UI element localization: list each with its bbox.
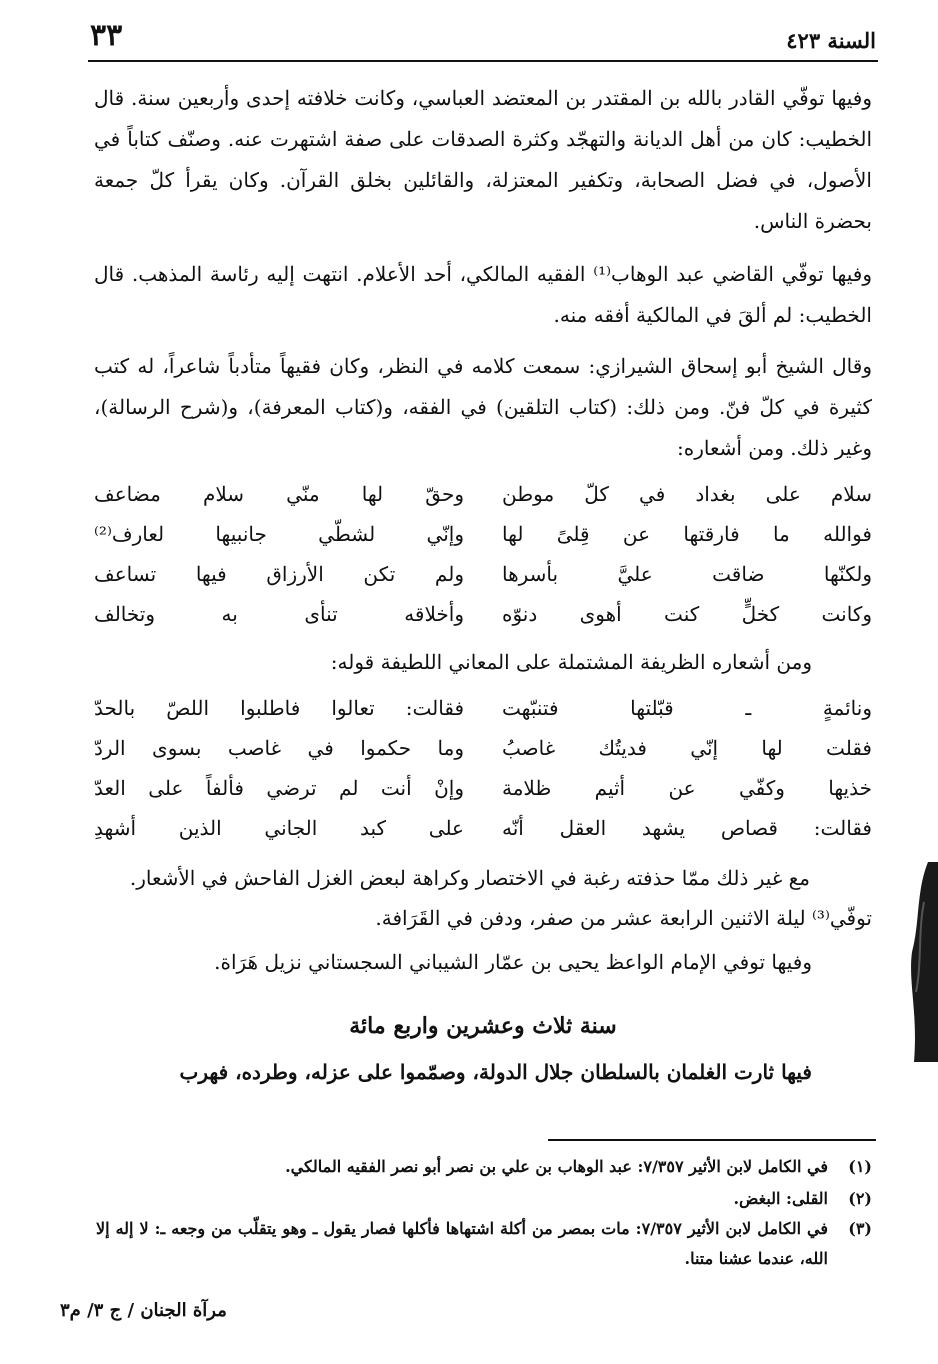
footnote-1 bbox=[96, 1152, 872, 1182]
paragraph-shirazi: وقال الشيخ أبو إسحاق الشيرازي: سمعت كلامه في النظر، وكان فقيهاً متأدباً شاعراً، له كتب كثيرة في كلّ فنّ. ومن ذلك: (كتاب التلقين) في الفقه، و(كتاب المعرفة)، و(شرح الرسالة)، وغير ذلك. ومن أشعاره: bbox=[94, 354, 872, 460]
verse-second-hemistich: على كبد الجاني الذين أشهدِ bbox=[94, 816, 464, 840]
verse-second-hemistich: وحقّ لها منّي سلام مضاعف bbox=[94, 482, 464, 506]
verse-first-hemistich: خذيها وكفّي عن أثيم ظلامة bbox=[502, 776, 872, 800]
paragraph-yahya: وفيها توفي الإمام الواعظ يحيى بن عمّار الشيباني السجستاني نزيل هَرَاة. bbox=[214, 950, 812, 974]
paragraph-abdulwahhab: وفيها توفّي القاضي عبد الوهاب⁽¹⁾ الفقيه المالكي، أحد الأعلام. انتهت إليه رئاسة المذهب. قال الخطيب: لم ألقَ في المالكية أفقه منه. bbox=[94, 262, 872, 327]
section-title: سنة ثلاث وعشرين واربع مائة bbox=[349, 1013, 617, 1039]
footnote-number: (٢) bbox=[848, 1189, 872, 1208]
footnote-3 bbox=[96, 1214, 872, 1274]
verse-first-hemistich: فوالله ما فارقتها عن قِلىً لها bbox=[502, 522, 872, 546]
footnote-number: (٣) bbox=[848, 1219, 872, 1238]
paragraph-section-423: فيها ثارت الغلمان بالسلطان جلال الدولة، وصمّموا على عزله، وطرده، فهرب bbox=[179, 1060, 812, 1084]
footnote-text: في الكامل لابن الأثير ٧/٣٥٧: عبد الوهاب بن علي بن نصر أبو نصر الفقيه المالكي. bbox=[285, 1157, 828, 1176]
verse-second-hemistich: ولم تكن الأرزاق فيها تساعف bbox=[94, 562, 464, 586]
verse-first-hemistich: وكانت كخلٍّ كنت أهوى دنوّه bbox=[502, 602, 872, 626]
page-header bbox=[90, 14, 876, 58]
header-rule bbox=[88, 60, 878, 62]
verse-second-hemistich: فقالت: تعالوا فاطلبوا اللصّ بالحدّ bbox=[94, 696, 464, 720]
verse-second-hemistich: وإنّي لشطّي جانبيها لعارف⁽²⁾ bbox=[94, 522, 464, 546]
signature-mark: مرآة الجنان / ج ٣/ م٣ bbox=[60, 1300, 227, 1321]
verse-first-hemistich: فقالت: قصاص يشهد العقل أنّه bbox=[502, 816, 872, 840]
poem-verse bbox=[94, 728, 872, 768]
footnote-number: (١) bbox=[848, 1157, 872, 1176]
verse-second-hemistich: وإنْ أنت لم ترضي فألفاً على العدّ bbox=[94, 776, 464, 800]
verse-second-hemistich: وأخلاقه تنأى به وتخالف bbox=[94, 602, 464, 626]
verse-second-hemistich: وما حكموا في غاصب بسوى الردّ bbox=[94, 736, 464, 760]
page-number: ٣٣ bbox=[90, 18, 123, 53]
footnote-text: القلى: البغض. bbox=[733, 1189, 828, 1208]
verse-first-hemistich: سلام على بغداد في كلّ موطن bbox=[502, 482, 872, 506]
paragraph-death-date: توفّي⁽³⁾ ليلة الاثنين الرابعة عشر من صفر، ودفن في القَرَافة. bbox=[375, 906, 872, 930]
scan-smudge bbox=[906, 862, 938, 1062]
verse-first-hemistich: ولكنّها ضاقت عليَّ بأسرها bbox=[502, 562, 872, 586]
poem2-intro: ومن أشعاره الظريفة المشتملة على المعاني اللطيفة قوله: bbox=[330, 650, 812, 674]
poem-verse bbox=[94, 594, 872, 634]
poem-verse bbox=[94, 514, 872, 554]
poem-verse bbox=[94, 474, 872, 514]
footnote-text: في الكامل لابن الأثير ٧/٣٥٧: مات بمصر من أكلة اشتهاها فأكلها فصار يقول ـ وهو يتقلّب من وجعه ـ: لا إله إلا الله، عندما عشنا متنا. bbox=[96, 1219, 829, 1268]
paragraph-qadir: وفيها توفّي القادر بالله بن المقتدر بن المعتضد العباسي، وكانت خلافته إحدى وأربعين سنة. قال الخطيب: كان من أهل الديانة والتهجّد وكثرة الصدقات على صفة اشتهرت عنه. وصنّف كتاباً في الأصول، في فضل الصحابة، وتكفير المعتزلة، والقائلين بخلق القرآن. وكان يقرأ كلّ جمعة بحضرة الناس. bbox=[94, 86, 872, 233]
poem-verse bbox=[94, 554, 872, 594]
poem-verse bbox=[94, 768, 872, 808]
paragraph-omission-note: مع غير ذلك ممّا حذفته رغبة في الاختصار وكراهة لبعض الغزل الفاحش في الأشعار. bbox=[129, 866, 810, 890]
footnote-2 bbox=[96, 1184, 872, 1214]
poem-verse bbox=[94, 808, 872, 848]
verse-first-hemistich: ونائمةٍ ـ قبّلتها فتنبّهت bbox=[502, 696, 872, 720]
poem-kiss bbox=[94, 688, 872, 848]
footnote-rule bbox=[548, 1139, 876, 1141]
verse-first-hemistich: فقلت لها إنّي فديتُك غاصبُ bbox=[502, 736, 872, 760]
poem-verse bbox=[94, 688, 872, 728]
poem-baghdad bbox=[94, 474, 872, 634]
running-title: السنة ٤٢٣ bbox=[786, 28, 876, 53]
